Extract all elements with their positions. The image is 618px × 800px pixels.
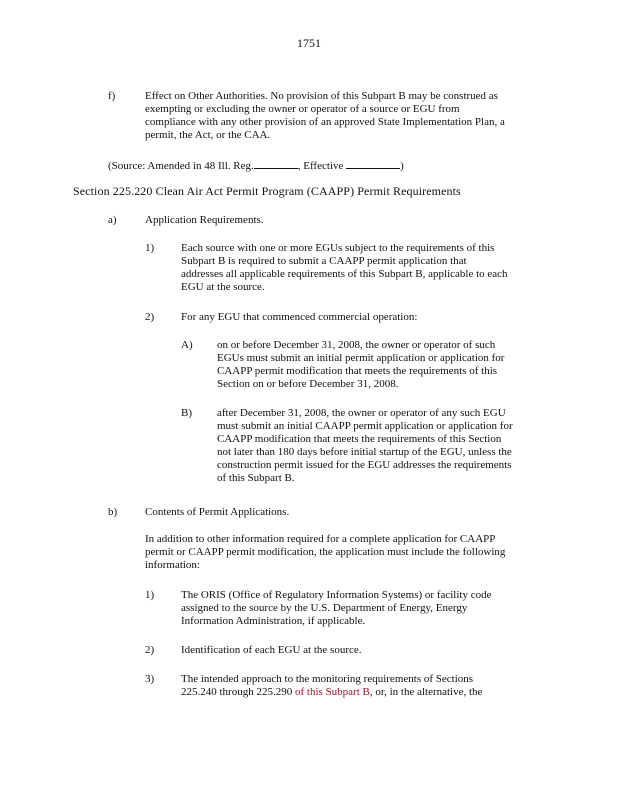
amended-text: of this Subpart B: [294, 686, 370, 698]
para-a-label: a): [108, 214, 117, 226]
para-a-2-A-line-3: CAAPP permit modification that meets the requirements of this: [217, 365, 498, 377]
para-b-intro-line-1: In addition to other information required for a complete application for CAAPP: [145, 533, 496, 545]
para-b-label: b): [108, 506, 118, 518]
para-b-2-label: 2): [145, 644, 155, 656]
para-b-1-line-2: assigned to the source by the U.S. Department of Energy, Energy: [181, 602, 468, 614]
para-a-2-B-line-2: must submit an initial CAAPP permit application or application for: [217, 420, 513, 432]
para-a-2-B-line-1: after December 31, 2008, the owner or operator of any such EGU: [217, 407, 506, 419]
para-a-1-line-3: addresses all applicable requirements of this Subpart B, applicable to each: [181, 268, 508, 280]
para-a-2-B-line-4: not later than 180 days before initial startup of the EGU, unless the: [217, 446, 512, 458]
para-f-line-3: compliance with any other provision of an approved State Implementation Plan, a: [145, 116, 505, 128]
para-b-1-label: 1): [145, 589, 155, 601]
para-b-1-line-3: Information Administration, if applicable.: [181, 615, 366, 627]
para-a-2-A-label: A): [181, 339, 193, 351]
para-a-2-B-line-3: CAAPP modification that meets the requirements of this Section: [217, 433, 502, 445]
para-f-line-1: Effect on Other Authorities. No provision of this Subpart B may be construed as: [145, 90, 498, 102]
para-b-3-line-2: [181, 686, 482, 699]
para-b-1-line-1: The ORIS (Office of Regulatory Information Systems) or facility code: [181, 589, 492, 601]
para-a-2-B-line-5: construction permit issued for the EGU addresses the requirements: [217, 459, 512, 471]
para-a-1-line-1: Each source with one or more EGUs subject to the requirements of this: [181, 242, 495, 254]
para-a-1-line-2: Subpart B is required to submit a CAAPP permit application that: [181, 255, 467, 267]
para-a-2-B-line-6: of this Subpart B.: [217, 472, 295, 484]
page-number: 1751: [297, 36, 321, 50]
para-f-line-4: permit, the Act, or the CAA.: [145, 129, 271, 141]
para-a-2-A-line-1: on or before December 31, 2008, the owner or operator of such: [217, 339, 496, 351]
source-note-middle: , Effective: [297, 160, 344, 172]
source-note-suffix: ): [400, 160, 404, 172]
para-a-1-line-4: EGU at the source.: [181, 281, 265, 293]
source-note-prefix: (Source: Amended in 48 Ill. Reg.: [108, 160, 254, 172]
effective-date-blank: [346, 158, 400, 169]
para-a-title: Application Requirements.: [145, 214, 264, 226]
para-b-intro-line-3: information:: [145, 559, 200, 571]
section-heading: Section 225.220 Clean Air Act Permit Program (CAAPP) Permit Requirements: [73, 184, 461, 198]
para-f-line-2: exempting or excluding the owner or operator of a source or EGU from: [145, 103, 460, 115]
para-b-intro-line-2: permit or CAAPP permit modification, the application must include the following: [145, 546, 506, 558]
para-f-label: f): [108, 90, 116, 102]
para-a-2-text: For any EGU that commenced commercial operation:: [181, 311, 418, 323]
para-b-3-label: 3): [145, 673, 155, 685]
para-a-2-B-label: B): [181, 407, 192, 419]
para-b-2-text: Identification of each EGU at the source.: [181, 644, 362, 656]
para-b-3-line-1: The intended approach to the monitoring requirements of Sections: [181, 673, 474, 685]
source-note: [108, 158, 404, 173]
para-a-2-A-line-4: Section on or before December 31, 2008.: [217, 378, 399, 390]
para-b-3-line-2-after: , or, in the alternative, the: [369, 686, 483, 698]
register-blank: [254, 158, 298, 169]
para-a-2-label: 2): [145, 311, 155, 323]
para-b-3-line-2-before: 225.240 through 225.290: [181, 686, 295, 698]
para-a-1-label: 1): [145, 242, 155, 254]
para-a-2-A-line-2: EGUs must submit an initial permit application or application for: [217, 352, 505, 364]
para-b-title: Contents of Permit Applications.: [145, 506, 290, 518]
